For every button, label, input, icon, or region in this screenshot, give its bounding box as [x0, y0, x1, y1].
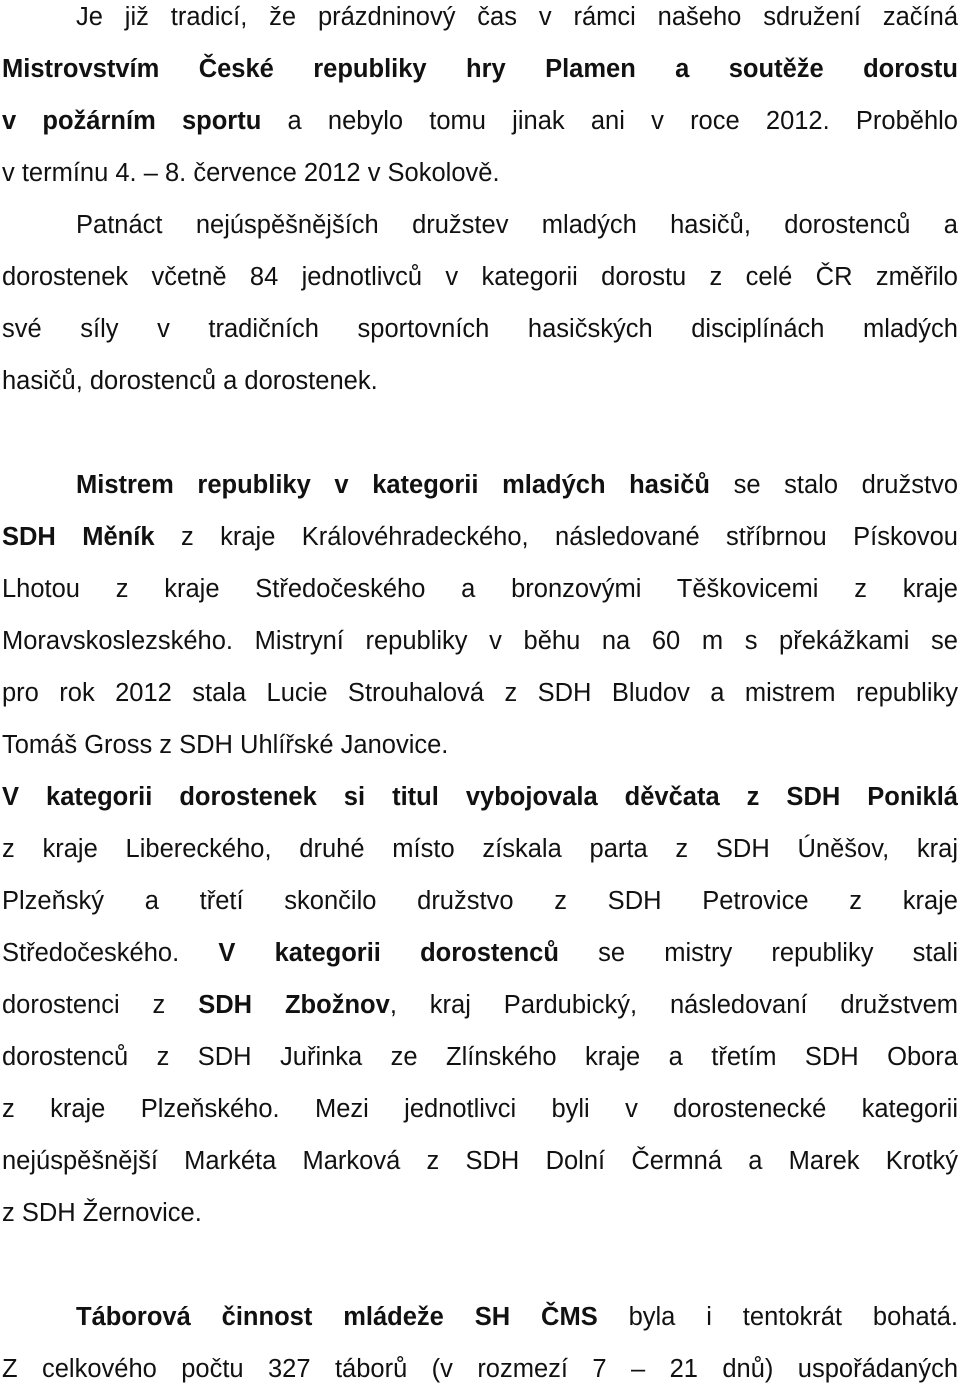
text-line: Mistrovstvím České republiky hry Plamen a soutěže dorostu [2, 55, 958, 83]
text-line: dorostenek včetně 84 jednotlivců v kategorii dorostu z celé ČR změřilo [2, 263, 958, 291]
text-line: Plzeňský a třetí skončilo družstvo z SDH Petrovice z kraje [2, 887, 958, 915]
text-line [2, 1291, 958, 1343]
text-line: Z celkového počtu 327 táborů (v rozmezí 7 – 21 dnů) uspořádaných [2, 1355, 958, 1383]
text-line: z SDH Žernovice. [2, 1199, 202, 1227]
text-line: pro rok 2012 stala Lucie Strouhalová z SDH Bludov a mistrem republiky [2, 679, 958, 707]
text-line: dorostenců z SDH Juřinka ze Zlínského kraje a třetím SDH Obora [2, 1043, 958, 1071]
bold-phrase: SDH Zbožnov [198, 991, 390, 1019]
text-line: Patnáct nejúspěšnějších družstev mladých hasičů, dorostenců a [76, 211, 958, 239]
paragraph-championship-results [2, 459, 960, 1239]
text-line: nejúspěšnější Markéta Marková z SDH Dolní Čermná a Marek Krotký [2, 1147, 958, 1175]
text-span: , kraj Pardubický, následovaní družstvem [389, 991, 958, 1019]
text-line: Lhotou z kraje Středočeského a bronzovými Těškovicemi z kraje [2, 575, 958, 603]
text-line: Je již tradicí, že prázdninový čas v rámci našeho sdružení začíná [76, 3, 958, 31]
text-line [2, 927, 958, 979]
text-span: byla i tentokrát bohatá. [597, 1303, 958, 1331]
bold-phrase: Táborová činnost mládeže SH ČMS [76, 1303, 598, 1331]
text-span: Středočeského. [2, 939, 219, 967]
paragraph-championship-intro [2, 0, 960, 407]
text-line [2, 511, 958, 563]
text-line: V kategorii dorostenek si titul vybojovala děvčata z SDH Poniklá [2, 783, 958, 811]
text-line: v termínu 4. – 8. července 2012 v Sokolově. [2, 159, 500, 187]
text-line: z kraje Libereckého, druhé místo získala parta z SDH Úněšov, kraj [2, 835, 958, 863]
text-line: z kraje Plzeňského. Mezi jednotlivci byli v dorostenecké kategorii [2, 1095, 958, 1123]
bold-phrase: Mistrem republiky v kategorii mladých hasičů [76, 471, 710, 499]
bold-phrase: V kategorii dorostenců [218, 939, 559, 967]
text-line: Moravskoslezského. Mistryní republiky v běhu na 60 m s překážkami se [2, 627, 958, 655]
text-line [2, 95, 958, 147]
text-line: hasičů, dorostenců a dorostenek. [2, 367, 378, 395]
bold-phrase: v požárním sportu [2, 107, 262, 135]
paragraph-camp-activity [2, 1291, 960, 1395]
bold-phrase: SDH Měník [2, 523, 155, 551]
paragraph-gap [2, 1239, 960, 1291]
text-line [2, 979, 958, 1031]
text-line: své síly v tradičních sportovních hasičských disciplínách mladých [2, 315, 958, 343]
text-span: a nebylo tomu jinak ani v roce 2012. Proběhlo [261, 107, 958, 135]
text-span: dorostenci z [2, 991, 199, 1019]
text-line: Tomáš Gross z SDH Uhlířské Janovice. [2, 731, 449, 759]
text-line [2, 459, 958, 511]
text-span: se stalo družstvo [709, 471, 958, 499]
text-span: z kraje Královéhradeckého, následované stříbrnou Pískovou [154, 523, 958, 551]
paragraph-gap [2, 407, 960, 459]
text-span: se mistry republiky stali [558, 939, 958, 967]
